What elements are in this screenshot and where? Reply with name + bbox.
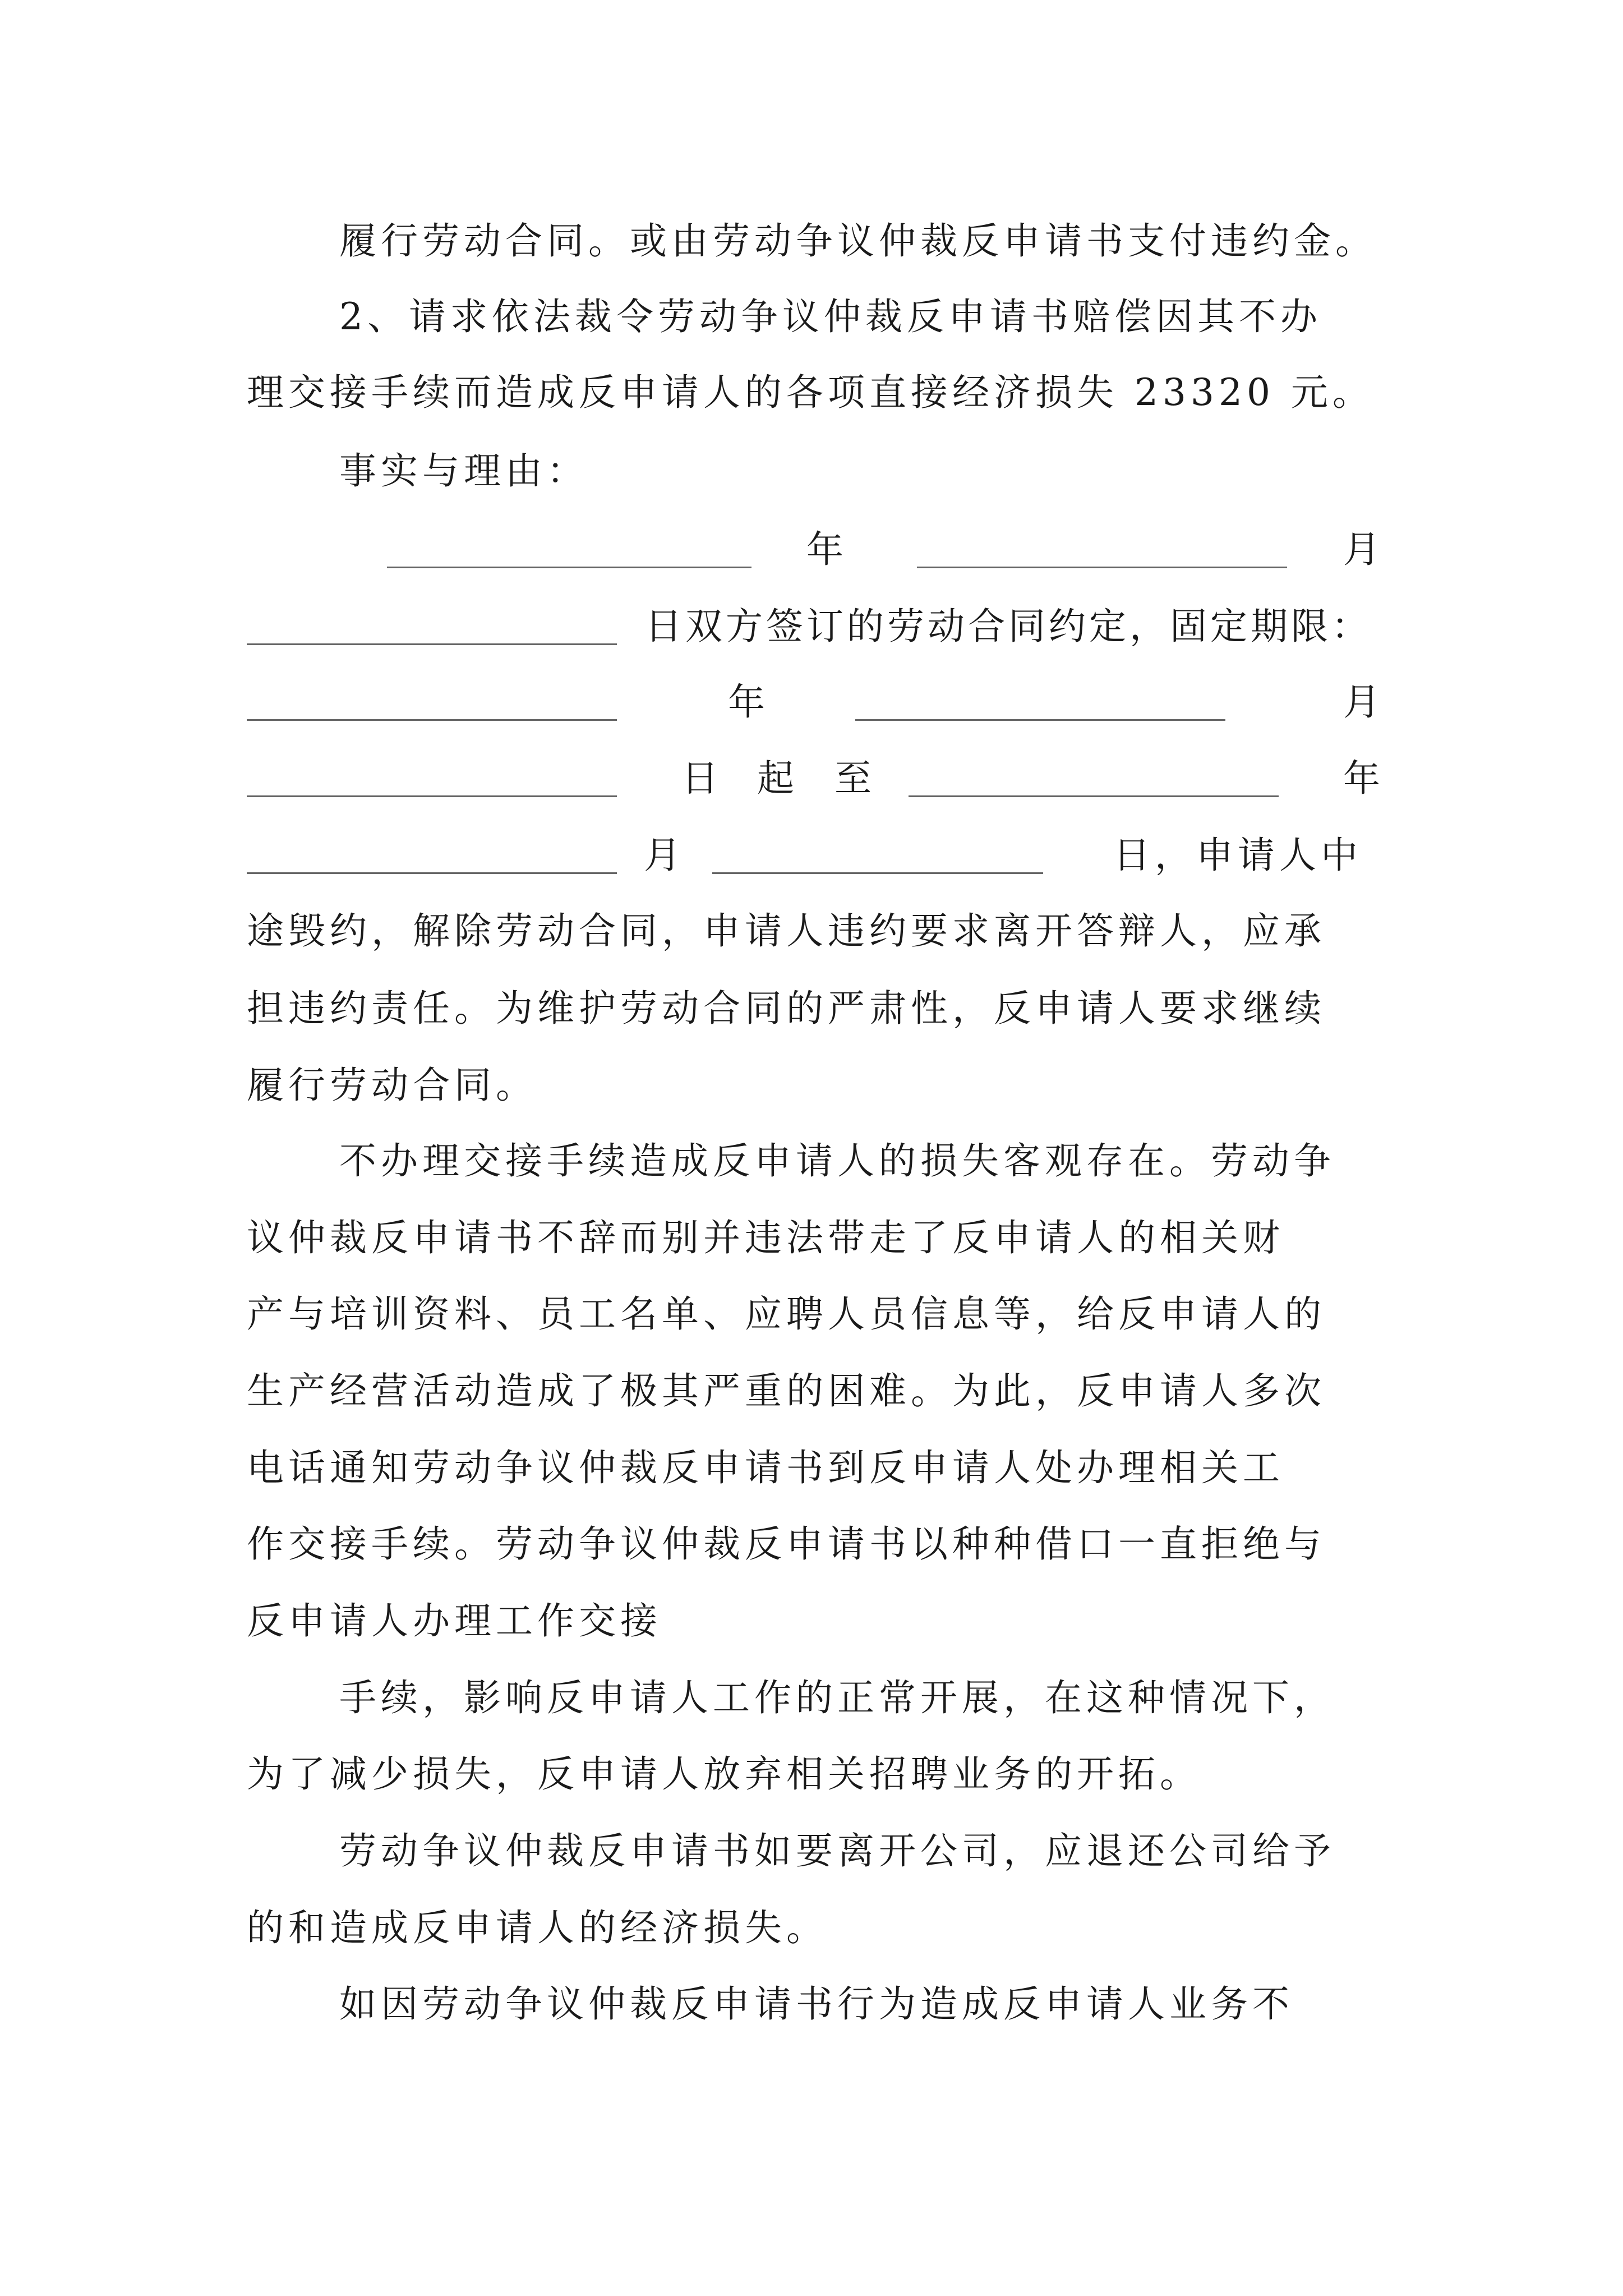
form-label-year: 年	[728, 680, 765, 724]
paragraph-line: 不办理交接手续造成反申请人的损失客观存在。劳动争	[339, 1139, 1335, 1182]
form-tail-text: 日，申请人中	[1113, 834, 1362, 877]
paragraph-line: 作交接手续。劳动争议仲裁反申请书以种种借口一直拒绝与	[247, 1522, 1326, 1566]
date-blank-line	[909, 795, 1279, 797]
date-blank-line	[917, 567, 1287, 568]
section-heading: 事实与理由：	[339, 449, 588, 493]
form-label-month: 月	[644, 834, 681, 877]
form-label-year: 年	[806, 528, 843, 571]
paragraph-line: 反申请人办理工作交接	[247, 1599, 662, 1642]
paragraph-line: 如因劳动争议仲裁反申请书行为造成反申请人业务不	[339, 1982, 1294, 2026]
paragraph-line: 议仲裁反申请书不辞而别并违法带走了反申请人的相关财	[247, 1216, 1284, 1259]
date-blank-line	[247, 795, 617, 797]
form-label-day: 日	[681, 757, 718, 800]
paragraph-line: 担违约责任。为维护劳动合同的严肃性，反申请人要求继续	[247, 987, 1326, 1030]
date-blank-line	[387, 567, 751, 568]
paragraph-line: 途毁约，解除劳动合同，申请人违约要求离开答辩人，应承	[247, 909, 1326, 953]
date-blank-line	[247, 719, 617, 721]
paragraph-line: 理交接手续而造成反申请人的各项直接经济损失 23320 元。	[247, 371, 1374, 414]
paragraph-line: 履行劳动合同。或由劳动争议仲裁反申请书支付违约金。	[339, 219, 1377, 263]
form-contract-text: 日双方签订的劳动合同约定，固定期限：	[645, 605, 1372, 648]
paragraph-line: 履行劳动合同。	[247, 1064, 537, 1107]
form-label-year: 年	[1343, 757, 1380, 800]
form-label-month: 月	[1343, 528, 1380, 571]
date-blank-line	[247, 643, 617, 645]
date-blank-line	[855, 719, 1225, 721]
paragraph-line: 生产经营活动造成了极其严重的困难。为此，反申请人多次	[247, 1369, 1326, 1412]
date-blank-line	[712, 872, 1043, 874]
form-label-from: 起	[757, 757, 794, 800]
paragraph-line: 电话通知劳动争议仲裁反申请书到反申请人处办理相关工	[247, 1446, 1284, 1489]
paragraph-line: 产与培训资料、员工名单、应聘人员信息等，给反申请人的	[247, 1292, 1326, 1336]
form-label-month: 月	[1343, 680, 1380, 724]
date-blank-line	[247, 872, 617, 874]
form-label-to: 至	[834, 757, 872, 800]
paragraph-line: 2、请求依法裁令劳动争议仲裁反申请书赔偿因其不办	[339, 295, 1322, 338]
paragraph-line: 的和造成反申请人的经济损失。	[247, 1906, 828, 1949]
paragraph-line: 劳动争议仲裁反申请书如要离开公司，应退还公司给予	[339, 1829, 1335, 1872]
paragraph-line: 为了减少损失，反申请人放弃相关招聘业务的开拓。	[247, 1752, 1201, 1796]
paragraph-line: 手续，影响反申请人工作的正常开展，在这种情况下，	[339, 1676, 1335, 1719]
